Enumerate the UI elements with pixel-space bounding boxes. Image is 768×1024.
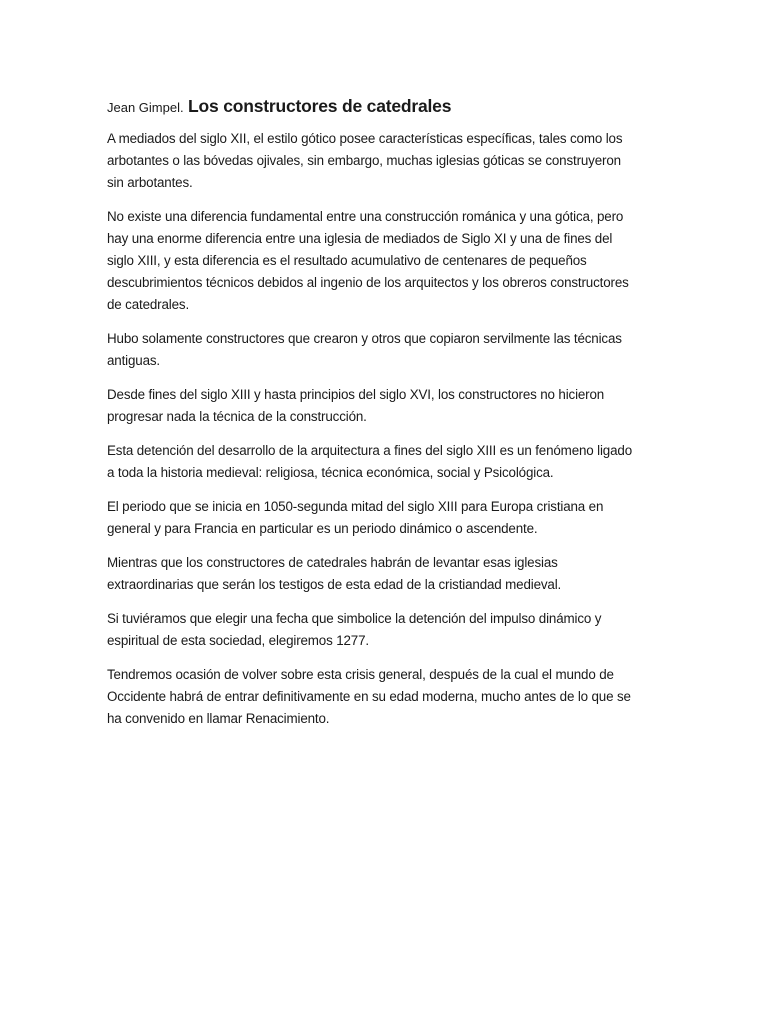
paragraph-line: siglo XIII, y esta diferencia es el resultado acumulativo de centenares de pequeños <box>107 253 587 268</box>
document-title: Los constructores de catedrales <box>188 96 452 116</box>
paragraph-line: Desde fines del siglo XIII y hasta principios del siglo XVI, los constructores no hicieron <box>107 387 605 402</box>
paragraph <box>107 552 687 596</box>
paragraph-line: Esta detención del desarrollo de la arquitectura a fines del siglo XIII es un fenómeno ligado <box>107 443 632 458</box>
paragraph-line: progresar nada la técnica de la construcción. <box>107 409 367 424</box>
paragraph-line: No existe una diferencia fundamental entre una construcción románica y una gótica, pero <box>107 209 624 224</box>
paragraph-line: sin arbotantes. <box>107 175 193 190</box>
paragraph-line: El periodo que se inicia en 1050-segunda mitad del siglo XIII para Europa cristiana en <box>107 499 604 514</box>
heading <box>107 94 687 118</box>
paragraph <box>107 440 687 484</box>
paragraph-line: Mientras que los constructores de catedrales habrán de levantar esas iglesias <box>107 555 558 570</box>
paragraph-line: Hubo solamente constructores que crearon y otros que copiaron servilmente las técnicas <box>107 331 622 346</box>
paragraph <box>107 128 687 194</box>
paragraph <box>107 206 687 316</box>
paragraph-line: de catedrales. <box>107 297 190 312</box>
paragraph-line: extraordinarias que serán los testigos de esta edad de la cristiandad medieval. <box>107 577 562 592</box>
document-body <box>107 128 687 730</box>
paragraph-line: A mediados del siglo XII, el estilo gótico posee características específicas, tales como los <box>107 131 623 146</box>
paragraph-line: a toda la historia medieval: religiosa, técnica económica, social y Psicológica. <box>107 465 554 480</box>
paragraph <box>107 608 687 652</box>
document-page <box>107 94 687 742</box>
paragraph-line: Tendremos ocasión de volver sobre esta crisis general, después de la cual el mundo de <box>107 667 614 682</box>
paragraph-line: hay una enorme diferencia entre una iglesia de mediados de Siglo XI y una de fines del <box>107 231 613 246</box>
paragraph-line: espiritual de esta sociedad, elegiremos 1277. <box>107 633 369 648</box>
paragraph-line: general y para Francia en particular es un periodo dinámico o ascendente. <box>107 521 538 536</box>
paragraph <box>107 664 687 730</box>
paragraph-line: ha convenido en llamar Renacimiento. <box>107 711 330 726</box>
paragraph-line: descubrimientos técnicos debidos al ingenio de los arquitectos y los obreros constructores <box>107 275 629 290</box>
paragraph-line: arbotantes o las bóvedas ojivales, sin embargo, muchas iglesias góticas se construyeron <box>107 153 621 168</box>
paragraph-line: Occidente habrá de entrar definitivamente en su edad moderna, mucho antes de lo que se <box>107 689 631 704</box>
author-name: Jean Gimpel. <box>107 100 184 115</box>
paragraph <box>107 496 687 540</box>
paragraph-line: Si tuviéramos que elegir una fecha que simbolice la detención del impulso dinámico y <box>107 611 602 626</box>
paragraph-line: antiguas. <box>107 353 160 368</box>
paragraph <box>107 384 687 428</box>
paragraph <box>107 328 687 372</box>
